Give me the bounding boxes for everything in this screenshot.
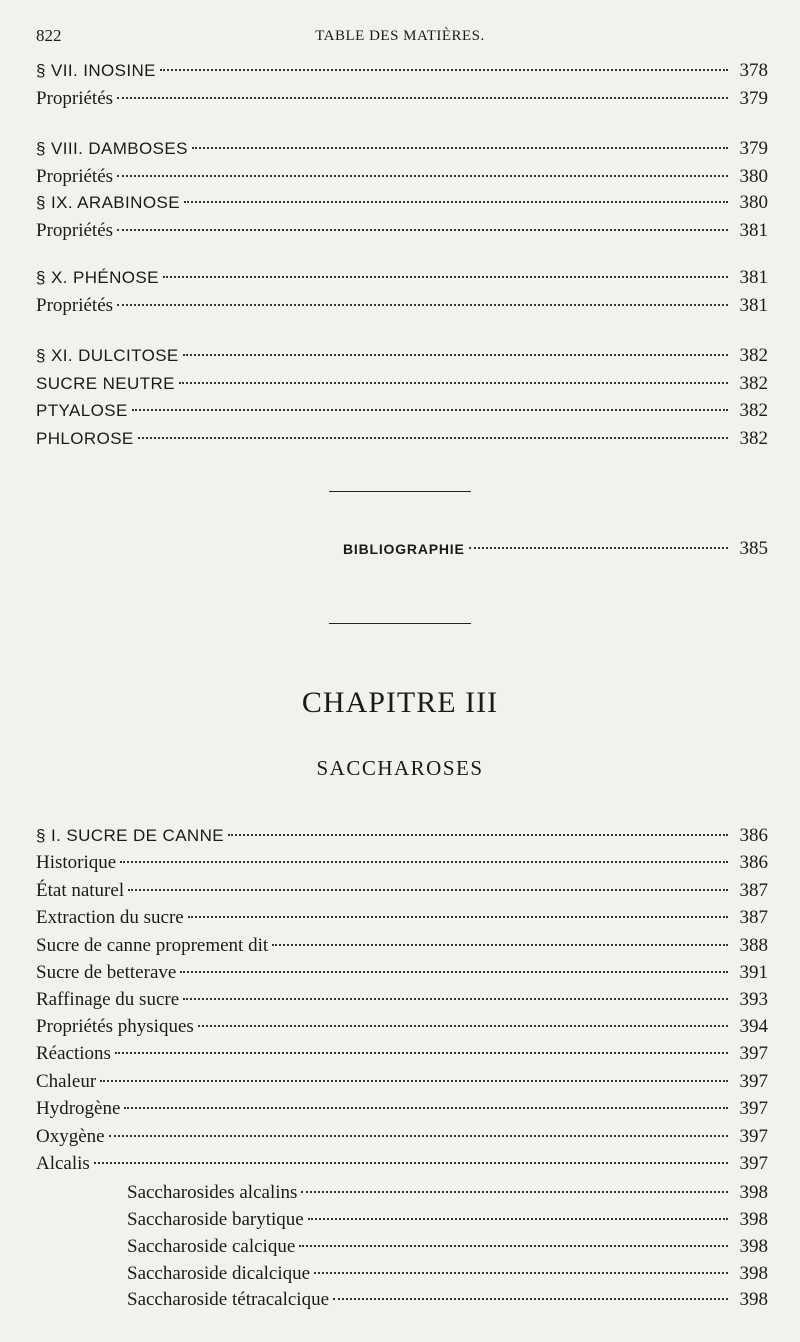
toc-entry-page-number: 398	[739, 1209, 768, 1230]
toc-entry[interactable]	[36, 1071, 768, 1097]
toc-entry-page-number: 378	[739, 60, 768, 81]
toc-entry-page-number: 380	[739, 166, 768, 187]
dot-leader	[228, 834, 728, 836]
page-number: 822	[36, 26, 62, 45]
toc-entry-page-number: 394	[739, 1016, 768, 1037]
dot-leader	[132, 409, 728, 411]
toc-entry-label: Saccharosides alcalins	[127, 1182, 298, 1203]
toc-entry-label: Propriétés	[36, 88, 114, 109]
toc-entry[interactable]	[127, 1289, 768, 1315]
toc-entry[interactable]	[36, 989, 768, 1015]
dot-leader	[180, 971, 728, 973]
toc-entry[interactable]	[36, 138, 768, 164]
toc-entry[interactable]	[36, 907, 768, 933]
toc-entry-page-number: 397	[739, 1098, 768, 1119]
toc-entry-label: § I. SUCRE DE CANNE	[36, 826, 225, 845]
toc-entry-label: Sucre de canne proprement dit	[36, 935, 269, 956]
toc-entry[interactable]	[36, 267, 768, 293]
toc-entry-label: Alcalis	[36, 1153, 90, 1174]
toc-entry[interactable]	[36, 373, 768, 399]
toc-entry[interactable]	[127, 1209, 768, 1235]
toc-entry-label: Propriétés	[36, 295, 114, 316]
chapter-title: CHAPITRE III	[301, 686, 499, 719]
dot-leader	[109, 1135, 728, 1137]
dot-leader	[188, 916, 728, 918]
toc-entry-label: Raffinage du sucre	[36, 989, 180, 1010]
toc-entry-label: Saccharoside calcique	[127, 1236, 296, 1257]
dot-leader	[299, 1245, 728, 1247]
toc-entry-label: Oxygène	[36, 1126, 105, 1147]
toc-entry-label: Propriétés	[36, 220, 114, 241]
toc-entry-page-number: 386	[739, 852, 768, 873]
separator-rule-top	[329, 491, 471, 492]
toc-entry[interactable]	[36, 880, 768, 906]
separator-rule-bottom	[329, 623, 471, 624]
dot-leader	[100, 1080, 728, 1082]
toc-entry[interactable]	[36, 295, 768, 321]
toc-entry[interactable]	[36, 345, 768, 371]
toc-entry-page-number: 398	[739, 1263, 768, 1284]
page-header	[36, 26, 764, 52]
dot-leader	[94, 1162, 728, 1164]
toc-entry-page-number: 397	[739, 1071, 768, 1092]
toc-entry-page-number: 381	[739, 267, 768, 288]
dot-leader	[314, 1272, 728, 1274]
dot-leader	[115, 1052, 728, 1054]
toc-entry-page-number: 391	[739, 962, 768, 983]
bibliography-label: BIBLIOGRAPHIE	[343, 541, 465, 557]
toc-entry[interactable]	[36, 1016, 768, 1042]
dot-leader	[308, 1218, 728, 1220]
toc-entry-page-number: 398	[739, 1182, 768, 1203]
dot-leader	[124, 1107, 728, 1109]
dot-leader	[117, 97, 728, 99]
dot-leader	[198, 1025, 728, 1027]
toc-entry-page-number: 379	[739, 88, 768, 109]
toc-entry-page-number: 382	[739, 400, 768, 421]
toc-entry-label: Extraction du sucre	[36, 907, 184, 928]
toc-entry-page-number: 381	[739, 295, 768, 316]
toc-entry-page-number: 379	[739, 138, 768, 159]
toc-entry[interactable]	[36, 825, 768, 851]
toc-entry-label: Chaleur	[36, 1071, 97, 1092]
toc-entry-page-number: 387	[739, 907, 768, 928]
dot-leader	[117, 175, 728, 177]
toc-entry[interactable]	[36, 400, 768, 426]
toc-entry-page-number: 382	[739, 428, 768, 449]
toc-entry[interactable]	[36, 428, 768, 454]
toc-entry-page-number: 388	[739, 935, 768, 956]
dot-leader	[183, 354, 728, 356]
toc-entry[interactable]	[36, 220, 768, 246]
toc-entry[interactable]	[36, 88, 768, 114]
toc-entry-label: Réactions	[36, 1043, 111, 1064]
toc-entry[interactable]	[36, 192, 768, 218]
dot-leader	[333, 1298, 728, 1300]
dot-leader	[160, 69, 728, 71]
dot-leader	[301, 1191, 728, 1193]
dot-leader	[117, 229, 728, 231]
toc-entry[interactable]	[36, 166, 768, 192]
toc-entry-page-number: 398	[739, 1236, 768, 1257]
running-title: TABLE DES MATIÈRES.	[315, 28, 485, 44]
toc-entry[interactable]	[127, 1236, 768, 1262]
toc-entry-label: Propriétés physiques	[36, 1016, 194, 1037]
dot-leader	[163, 276, 728, 278]
toc-entry-label: § XI. DULCITOSE	[36, 346, 179, 365]
dot-leader	[128, 889, 728, 891]
toc-entry[interactable]	[36, 60, 768, 86]
dot-leader	[192, 147, 728, 149]
toc-entry-page-number: 381	[739, 220, 768, 241]
toc-entry-label: Saccharoside dicalcique	[127, 1263, 311, 1284]
toc-entry-page-number: 380	[739, 192, 768, 213]
toc-entry-label: Historique	[36, 852, 117, 873]
toc-entry-page-number: 382	[739, 345, 768, 366]
toc-entry-page-number: 397	[739, 1126, 768, 1147]
toc-entry[interactable]	[127, 1263, 768, 1289]
toc-entry[interactable]	[36, 1126, 768, 1152]
toc-entry[interactable]	[36, 1043, 768, 1069]
dot-leader	[138, 437, 728, 439]
toc-entry-label: Saccharoside barytique	[127, 1209, 304, 1230]
dot-leader	[184, 201, 728, 203]
toc-entry-label: Saccharoside tétracalcique	[127, 1289, 330, 1310]
dot-leader	[183, 998, 728, 1000]
toc-entry[interactable]	[36, 1153, 768, 1179]
toc-entry-label: Hydrogène	[36, 1098, 121, 1119]
toc-entry-label: § X. PHÉNOSE	[36, 268, 159, 287]
toc-entry-page-number: 397	[739, 1043, 768, 1064]
toc-entry[interactable]	[127, 1182, 768, 1208]
dot-leader	[179, 382, 728, 384]
toc-entry-label: Propriétés	[36, 166, 114, 187]
toc-entry-bibliography[interactable]	[343, 538, 768, 564]
toc-entry-page-number: 398	[739, 1289, 768, 1310]
toc-entry-page-number: 393	[739, 989, 768, 1010]
toc-entry[interactable]	[36, 962, 768, 988]
toc-entry-label: PTYALOSE	[36, 401, 128, 420]
toc-entry-label: SUCRE NEUTRE	[36, 374, 175, 393]
toc-entry-label: Sucre de betterave	[36, 962, 177, 983]
toc-entry[interactable]	[36, 852, 768, 878]
toc-entry-page-number: 397	[739, 1153, 768, 1174]
dot-leader	[272, 944, 728, 946]
toc-entry[interactable]	[36, 935, 768, 961]
toc-entry-label: PHLOROSE	[36, 429, 134, 448]
chapter-subtitle: SACCHAROSES	[316, 756, 484, 780]
dot-leader	[120, 861, 728, 863]
toc-entry[interactable]	[36, 1098, 768, 1124]
bibliography-page-number: 385	[739, 538, 768, 559]
toc-entry-label: État naturel	[36, 880, 125, 901]
dot-leader	[117, 304, 728, 306]
dot-leader	[469, 547, 728, 549]
toc-entry-page-number: 382	[739, 373, 768, 394]
toc-entry-page-number: 387	[739, 880, 768, 901]
toc-entry-label: § IX. ARABINOSE	[36, 193, 180, 212]
toc-entry-page-number: 386	[739, 825, 768, 846]
toc-entry-label: § VII. INOSINE	[36, 61, 156, 80]
toc-entry-label: § VIII. DAMBOSES	[36, 139, 188, 158]
